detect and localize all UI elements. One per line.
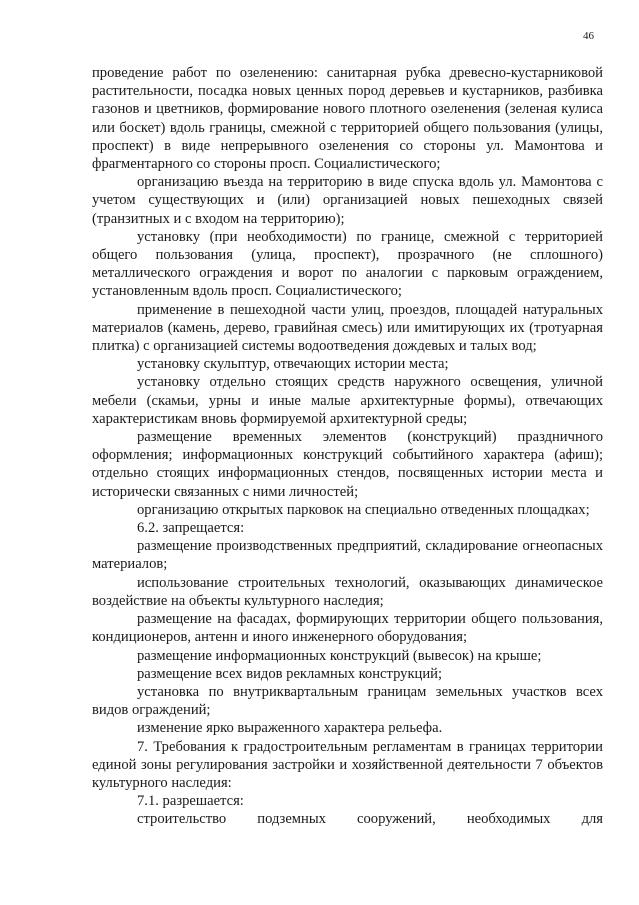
paragraph-roof-signs: размещение информационных конструкций (вывесок) на крыше; bbox=[137, 647, 542, 664]
paragraph-fencing: установка по внутриквартальным границам земельных участков всех видов ограждений; bbox=[92, 683, 603, 719]
paragraph-entrance: организацию въезда на территорию в виде спуска вдоль ул. Мамонтова с учетом существующих и (или) организацией новых пешеходных связей (транзитных и с входом на территорию); bbox=[92, 174, 603, 227]
paragraph-landscaping: проведение работ по озеленению: санитарная рубка древесно-кустарниковой растительности, посадка новых ценных пород деревьев и кустарников, разбивка газонов и цветников, формирование нового плотного озеленения (зеленая кулиса или боскет) вдоль границы, смежной с территорией общего пользования (улицы, проспект) в виде непрерывного озеленения со стороны ул. Мамонтова и фрагментарного со стороны просп. Социалистического; bbox=[92, 65, 603, 173]
paragraph-advertising: размещение всех видов рекламных конструкций; bbox=[137, 665, 443, 682]
paragraph-technologies: использование строительных технологий, оказывающих динамическое воздействие на объекты культурного наследия; bbox=[92, 574, 603, 609]
paragraph-underground: строительство подземных сооружений, необходимых для bbox=[137, 811, 603, 828]
paragraph-materials: применение в пешеходной части улиц, проездов, площадей натуральных материалов (камень, дерево, гравийная смесь) или имитирующих их (тротуарная плитка) с организацией системы водоотведения дождевых и талых вод; bbox=[92, 301, 603, 355]
page-number: 46 bbox=[583, 30, 594, 42]
section-heading-allowed: 7.1. разрешается: bbox=[137, 793, 244, 810]
document-body bbox=[92, 64, 603, 829]
section-heading-prohibited: 6.2. запрещается: bbox=[137, 520, 245, 537]
paragraph-relief: изменение ярко выраженного характера рельефа. bbox=[137, 720, 443, 737]
paragraph-fence: установку (при необходимости) по границе, смежной с территорией общего пользования (улица, проспект), прозрачного (не сплошного) металлического ограждения и ворот по аналогии с парковым ограждением, установленным вдоль просп. Социалистического; bbox=[92, 228, 603, 300]
paragraph-parking: организацию открытых парковок на специально отведенных площадках; bbox=[137, 501, 590, 518]
paragraph-lighting: установку отдельно стоящих средств наружного освещения, уличной мебели (скамьи, урны и иные малые архитектурные формы), отвечающих характеристикам вновь формируемой архитектурной среды; bbox=[92, 374, 603, 427]
section-heading-requirements: 7. Требования к градостроительным регламентам в границах территории единой зоны регулирования застройки и хозяйственной деятельности 7 объектов культурного наследия: bbox=[92, 738, 603, 791]
paragraph-sculptures: установку скульптур, отвечающих истории места; bbox=[137, 356, 449, 373]
paragraph-decorations: размещение временных элементов (конструкций) праздничного оформления; информационных конструкций событийного характера (афиш); отдельно стоящих информационных стендов, посвященных истории места и исторически связанных с ними личностей; bbox=[92, 429, 603, 500]
paragraph-industrial: размещение производственных предприятий, складирование огнеопасных материалов; bbox=[92, 538, 603, 573]
paragraph-facade-equipment: размещение на фасадах, формирующих территории общего пользования, кондиционеров, антенн и иного инженерного оборудования; bbox=[92, 611, 603, 646]
